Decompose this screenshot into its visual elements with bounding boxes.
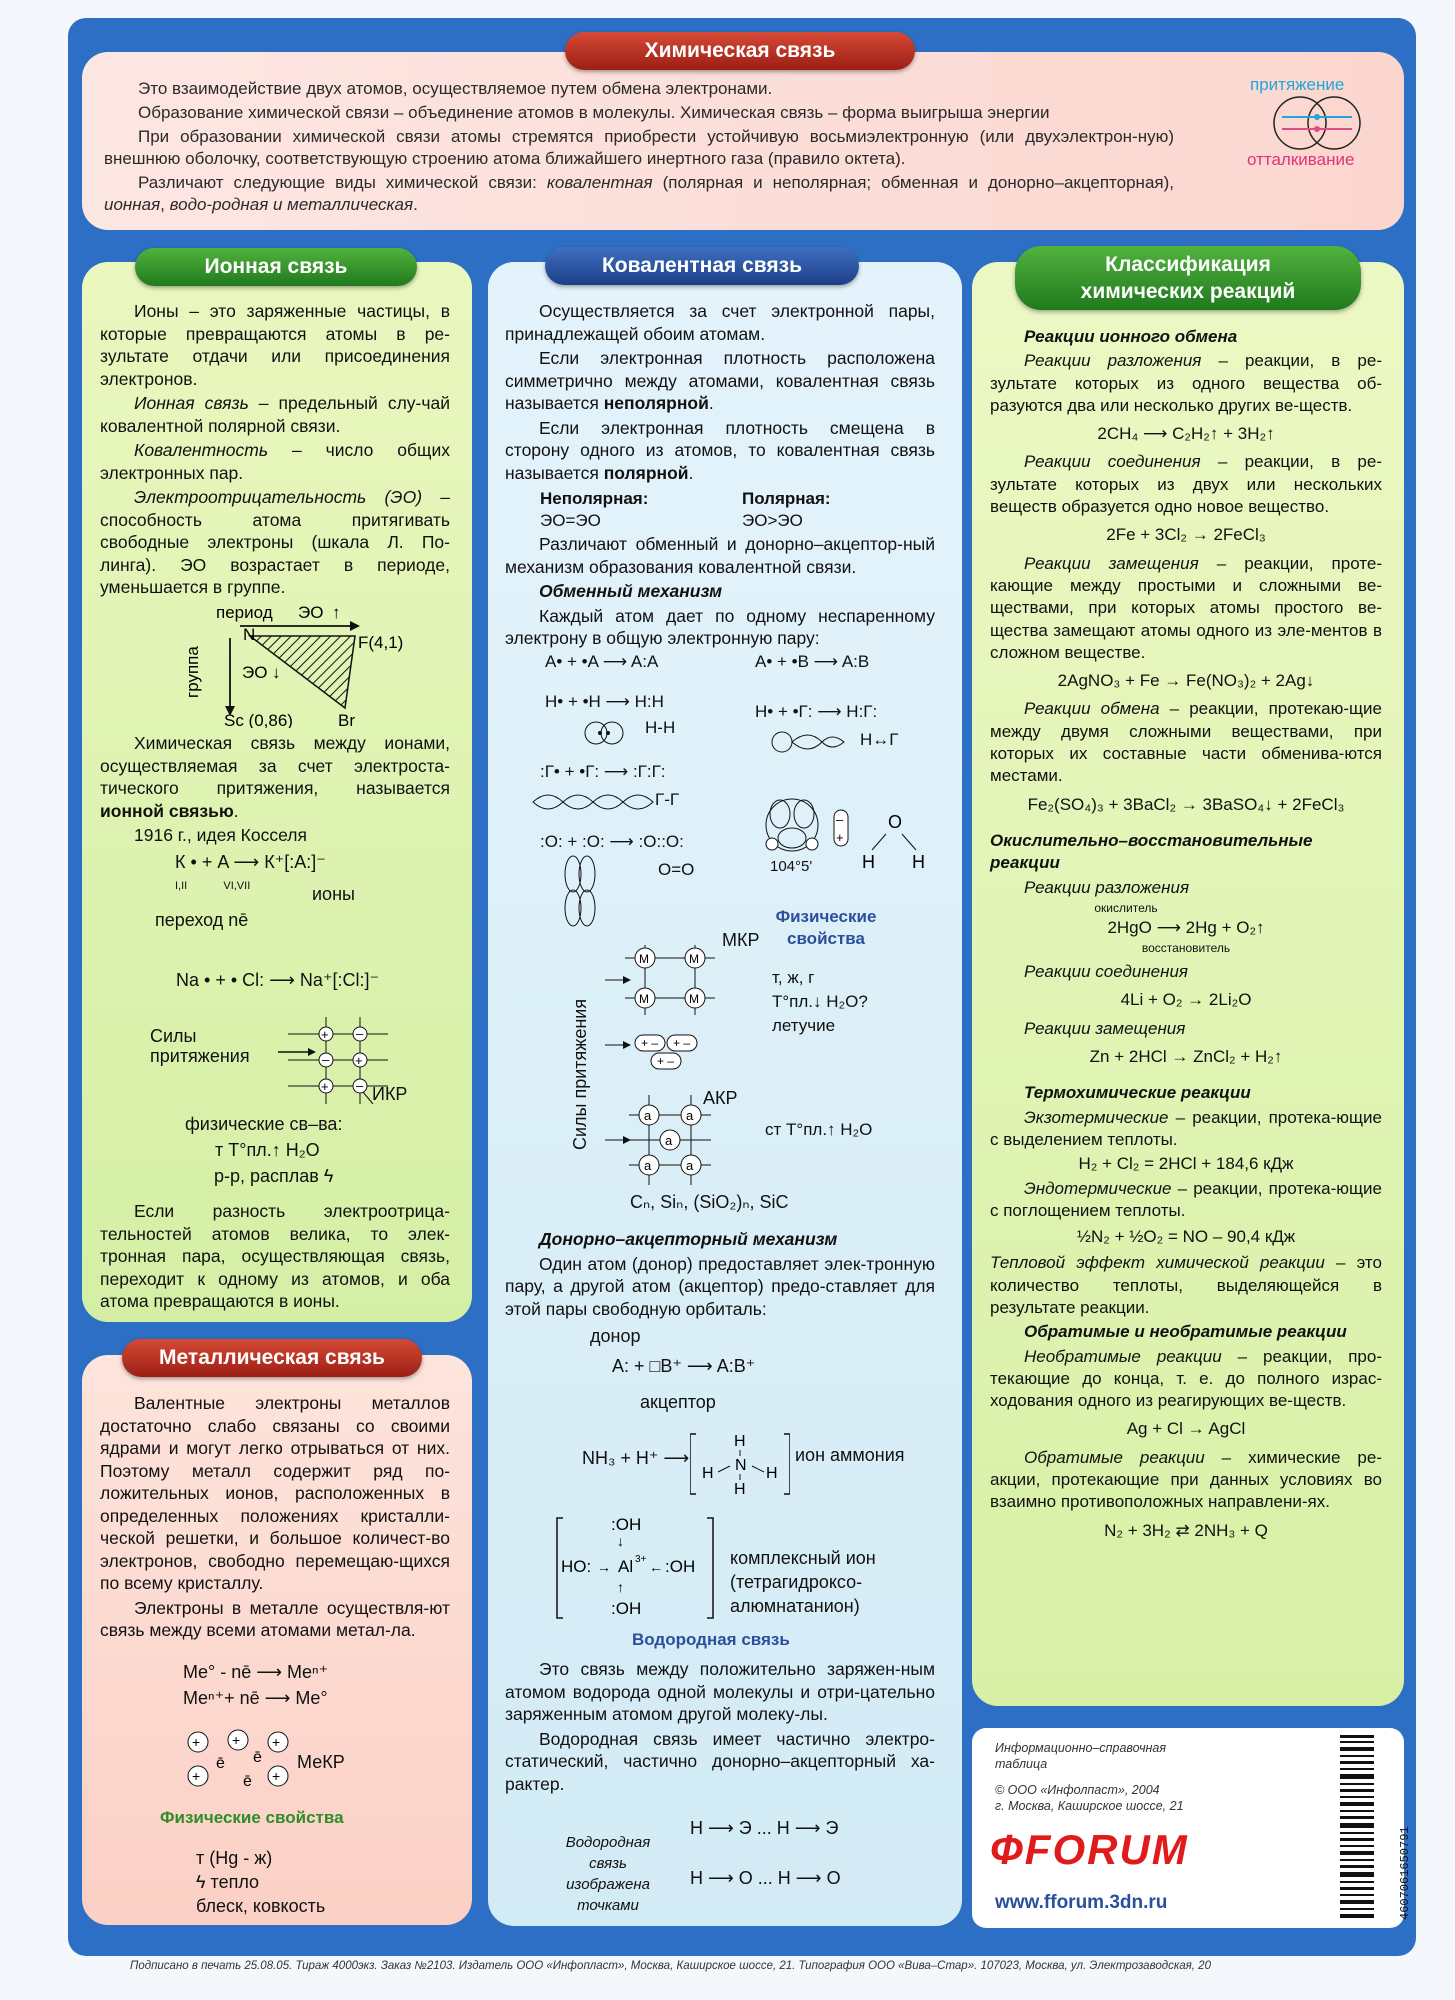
ikr-label: ИКР — [372, 1084, 408, 1104]
endo-eq: ½N₂ + ½O₂ = NO – 90,4 кДж — [1076, 1227, 1296, 1247]
pp-orbital-overlap — [528, 788, 658, 816]
svg-text:+: + — [355, 1053, 363, 1068]
akr-label: АКР — [703, 1088, 738, 1108]
publisher-line-2: таблица — [995, 1757, 1048, 1771]
subst-term: Реакции замещения — [1024, 553, 1199, 573]
ion-exchange-title: Реакции ионного обмена — [1024, 327, 1238, 346]
exo-def — [990, 1107, 1382, 1152]
classification-title — [1015, 246, 1361, 310]
diag-period: период — [216, 603, 273, 622]
redox-subst: Реакции замещения — [1024, 1018, 1186, 1038]
hbond-note: Водородная связь изображена точками — [565, 1834, 651, 1914]
svg-text:+: + — [232, 1732, 241, 1748]
covalent-p3 — [505, 417, 935, 485]
svg-text:+: + — [321, 1079, 329, 1094]
svg-text:+ –: + – — [657, 1054, 675, 1068]
covalent-text-2 — [505, 533, 935, 652]
irrev-term: Необратимые реакции — [1024, 1346, 1222, 1366]
kossel-a: A — [217, 852, 229, 872]
ionic-p2 — [100, 392, 450, 437]
intro-p2: Образование химической связи – объединение атомов в молекулы. Химическая связь – форма выигрыша энергии — [138, 103, 1050, 122]
exchange-eq-3b: H-H — [645, 718, 676, 737]
svg-text:–: – — [836, 812, 844, 827]
hbond-eq-1: H ⟶ Э ... H ⟶ Э — [690, 1818, 839, 1838]
covalent-title: Ковалентная связь — [545, 247, 859, 285]
heat-effect-def — [990, 1252, 1382, 1319]
ionic-p4-term: Электроотрицательность (ЭО) — [134, 487, 423, 507]
water-angle: 104°5' — [770, 858, 813, 875]
diag-eo-up: ЭО — [298, 603, 324, 622]
donor-acceptor-eq: A: + □B⁺ ⟶ A:B⁺ — [612, 1356, 756, 1376]
ionic-p3-def: – число общих электронных пар. — [100, 440, 450, 483]
covalent-p1: Осуществляется за счет электронной пары, принадлежащей обоим атомам. — [505, 301, 935, 344]
atomic-examples: Cₙ, Siₙ, (SiO₂)ₙ, SiC — [630, 1192, 789, 1212]
redox-decomp-eq: 2HgO ⟶ 2Hg + O₂↑ — [1107, 917, 1265, 937]
kossel-arrow: ⟶ — [233, 852, 260, 872]
exchange-eq-3: H• + •H ⟶ H:H — [545, 692, 664, 711]
ionic-p2-term: Ионная связь — [134, 393, 249, 413]
covalent-phys-2: Т°пл.↓ H₂O? — [772, 992, 868, 1011]
exchange-eq-6b: O=O — [658, 860, 695, 879]
metallic-title: Металлическая связь — [122, 1339, 422, 1377]
akr-properties: ст Т°пл.↑ H₂O — [765, 1120, 873, 1139]
covalent-p3-c: . — [688, 462, 694, 483]
sp-orbital-overlap — [760, 728, 850, 756]
ionic-text-3 — [100, 1200, 450, 1315]
publisher-line-4: г. Москва, Каширское шоссе, 21 — [995, 1799, 1184, 1813]
acceptor-label: акцептор — [640, 1392, 716, 1412]
publisher-url: www.fforum.3dn.ru — [995, 1892, 1168, 1913]
atom-overlap-icon — [1262, 95, 1372, 151]
metallic-eq-1: Me° - nē ⟶ Meⁿ⁺ — [183, 1662, 329, 1682]
metallic-eq-2: Meⁿ⁺+ nē ⟶ Me° — [183, 1688, 328, 1708]
svg-text:3+: 3+ — [635, 1554, 647, 1565]
svg-text:↑: ↑ — [617, 1579, 624, 1595]
metallic-p2: Электроны в металле осуществля-ют связь между всеми атомами метал-ла. — [100, 1597, 450, 1640]
svg-text:↓: ↓ — [617, 1533, 624, 1549]
svg-text:H: H — [766, 1465, 778, 1482]
diag-f: F(4,1) — [358, 633, 404, 652]
ionic-p4-def: – способность атома притягивать свободные электроны (шкала Л. По-линга). ЭО возрастает в периоде, уменьшается в группе. — [100, 487, 450, 597]
ammonia-eq: NH₃ + H⁺ ⟶ — [582, 1448, 690, 1468]
ionic-p1: Ионы – это заряженные частицы, в которые превращаются атомы в ре-зультате отдачи или присоединения электронов. — [100, 301, 450, 389]
svg-text:ē: ē — [216, 1755, 225, 1772]
s-orbital-overlap — [572, 720, 638, 746]
covalent-p2-a: Если электронная плотность расположена симметрично между атомами, ковалентная связь называется — [505, 348, 935, 413]
mkr-label: МКР — [722, 930, 760, 950]
redox-decomp: Реакции разложения — [1024, 877, 1190, 897]
irrev-text: – реакции, про-текающие до конца, т. е. до полного израс-ходования одного из реагирующих ве-ществ. — [990, 1346, 1382, 1411]
svg-text:+: + — [836, 830, 844, 845]
polar-label: Полярная: — [742, 489, 831, 508]
svg-text:a: a — [644, 1158, 652, 1173]
svg-text:ē: ē — [253, 1749, 262, 1766]
endo-text: – реакции, протека-ющие с поглощением теплоты. — [990, 1178, 1382, 1220]
covalent-phys-3: летучие — [772, 1016, 836, 1035]
covalent-p5: Каждый атом дает по одному неспаренному электрону в общую электронную пару: — [505, 605, 935, 648]
exchange-eq-4b: H↔Г — [860, 730, 899, 749]
barcode-number: 4607061650791 — [1398, 1826, 1412, 1920]
svg-text:+: + — [272, 1768, 281, 1784]
rev-text: – химические ре-акции, протекающие при данных условиях во взаимно противоположных направлени-ях. — [990, 1447, 1382, 1512]
svg-text:a: a — [644, 1108, 652, 1123]
svg-text:↓: ↓ — [272, 663, 281, 682]
publisher-info — [995, 1740, 1255, 1814]
hbond-eq-2: H ⟶ O ... H ⟶ O — [690, 1868, 841, 1888]
svg-text:H: H — [734, 1481, 746, 1498]
reversible-title: Обратимые и необратимые реакции — [1024, 1322, 1347, 1342]
donor-label: донор — [590, 1326, 641, 1346]
covalent-p3-a: Если электронная плотность смещена в сторону одного из атомов, то ковалентная связь называется — [505, 417, 935, 483]
svg-text:N: N — [735, 1457, 747, 1474]
svg-text:+: + — [321, 1027, 329, 1042]
exchange-eq-6: :O: + :O: ⟶ :O::O: — [540, 832, 684, 851]
svg-text:a: a — [686, 1108, 694, 1123]
metallic-phys-3: блеск, ковкость — [196, 1896, 326, 1916]
classification-title-1: Классификация — [1105, 253, 1271, 276]
svg-text::OH: :OH — [611, 1515, 642, 1534]
classification-text — [990, 326, 1382, 1548]
classification-title-2: химических реакций — [1080, 280, 1296, 303]
electronegativity-diagram — [180, 598, 440, 728]
intro-p4 — [104, 172, 1174, 216]
endo-def — [990, 1178, 1382, 1223]
publisher-line-3: © ООО «Инфолпаст», 2004 — [995, 1783, 1160, 1797]
redox-combo-eq: 4Li + O₂ → 2Li₂O — [1120, 990, 1252, 1010]
covalent-forces-label: Силы притяжения — [570, 998, 590, 1150]
combo-term: Реакции соединения — [1024, 452, 1201, 472]
endo-term: Эндотермические — [1024, 1178, 1172, 1198]
kossel-k: К • — [175, 852, 197, 872]
exchange-eq-1: A• + •A ⟶ A:A — [545, 652, 659, 671]
ionic-p6: Если разность электроотрица-тельностей атомов велика, то элек-тронная пара, осуществляющая связь, переходит к одному из атомов, и оба атома превращаются в ионы. — [100, 1201, 450, 1311]
metallic-phys-2: ϟ тепло — [196, 1872, 260, 1892]
covalent-p2 — [505, 347, 935, 415]
svg-text:+: + — [272, 1734, 281, 1750]
svg-text:a: a — [686, 1158, 694, 1173]
svg-text:Al: Al — [618, 1557, 634, 1576]
svg-text:+: + — [192, 1734, 201, 1750]
diag-eo-down: ЭО — [242, 663, 268, 682]
ionic-text-1 — [100, 300, 450, 601]
ionic-phys-title: физические св–ва: — [185, 1114, 343, 1134]
ammonium-structure — [690, 1428, 790, 1500]
kossel-plus: + — [201, 852, 213, 872]
covalent-text-4 — [505, 1658, 935, 1797]
ionic-p3 — [100, 439, 450, 484]
ionic-p5-c: . — [233, 800, 239, 821]
pi-bond-icon — [555, 852, 605, 930]
exch-def — [990, 698, 1382, 787]
kossel-ions: ионы — [312, 884, 355, 904]
subst-def — [990, 553, 1382, 664]
decomp-eq: 2CH₄ ⟶ C₂H₂↑ + 3H₂↑ — [1097, 424, 1275, 444]
hbond-title: Водородная связь — [632, 1630, 790, 1649]
nonpolar-eq: ЭО=ЭО — [540, 511, 601, 530]
ionic-title: Ионная связь — [135, 248, 417, 286]
svg-text:H: H — [912, 852, 925, 872]
svg-text:M: M — [639, 992, 649, 1006]
svg-text:→: → — [597, 1559, 611, 1575]
combo-eq: 2Fe + 3Cl₂ → 2FeCl₃ — [1106, 525, 1266, 545]
svg-text:–: – — [322, 1052, 330, 1067]
exch-term: Реакции обмена — [1024, 699, 1160, 719]
barcode-icon — [1340, 1735, 1392, 1921]
svg-text:H: H — [862, 852, 875, 872]
intro-p4-d: ионная — [104, 195, 161, 214]
repulsion-label: отталкивание — [1247, 150, 1355, 169]
ionic-p5 — [100, 732, 450, 822]
intro-p4-f: водо-родная и металлическая — [169, 195, 414, 214]
heat-effect-term: Тепловой эффект химической реакции — [990, 1253, 1325, 1273]
rev-eq: N₂ + 3H₂ ⇄ 2NH₃ + Q — [1104, 1520, 1268, 1540]
svg-text:–: – — [356, 1078, 364, 1093]
svg-text:+ –: + – — [641, 1036, 659, 1050]
svg-text:M: M — [689, 992, 699, 1006]
svg-text:M: M — [639, 952, 649, 966]
covalent-text-3 — [505, 1228, 935, 1322]
svg-text:–: – — [356, 1026, 364, 1041]
subst-text: – реакции, проте-кающие между простыми и сложными ве-ществами, при которых атомы простого ве-щества замещают атомы одного из эле-ментов в сложном веществе. — [990, 553, 1382, 662]
svg-text:HO:: HO: — [561, 1557, 592, 1576]
svg-text::OH: :OH — [611, 1599, 642, 1618]
intro-p4-b: ковалентная — [546, 173, 653, 192]
intro-p1: Это взаимодействие двух атомов, осуществляемое путем обмена электронами. — [138, 79, 773, 98]
ionic-p4 — [100, 486, 450, 599]
ionic-p3-term: Ковалентность — [134, 440, 269, 460]
ionic-forces-label: Силы притяжения — [150, 1026, 250, 1066]
kossel-note: 1916 г., идея Косселя — [134, 825, 307, 845]
irrev-eq: Ag + Cl → AgCl — [1126, 1419, 1246, 1439]
svg-text:+ –: + – — [673, 1036, 691, 1050]
ionic-p5-a: Химическая связь между ионами, осуществляемая за счет электроста-тического притяжения, называется — [100, 733, 450, 798]
mekr-label: МеКР — [297, 1752, 345, 1772]
svg-text:O: O — [888, 812, 903, 832]
exch-text: – реакции, протекаю-щие между двумя сложными веществами, при которых их составные части обменива-ются местами. — [990, 699, 1382, 786]
publisher-line-1: Информационно–справочная — [995, 1741, 1167, 1755]
molecular-lattice — [605, 940, 725, 1070]
intro-text — [104, 78, 1174, 218]
kossel-transfer: переход nē — [155, 910, 249, 930]
intro-p4-g: . — [413, 195, 418, 214]
svg-text:←: ← — [649, 1559, 663, 1575]
ammonium-label: ион аммония — [795, 1445, 905, 1465]
donor-title: Донорно–акцепторный механизм — [539, 1229, 838, 1249]
kossel-groups — [175, 880, 250, 892]
exchange-eq-5b: Г-Г — [655, 790, 680, 809]
metallic-text — [100, 1392, 450, 1644]
svg-text:a: a — [665, 1133, 673, 1148]
exch-eq: Fe₂(SO₄)₃ + 3BaCl₂ → 3BaSO₄↓ + 2FeCl₃ — [1027, 794, 1345, 814]
diag-n: N — [243, 625, 256, 644]
metallic-phys-title: Физические свойства — [160, 1808, 344, 1827]
exchange-title: Обменный механизм — [539, 581, 723, 601]
covalent-p3-term: полярной — [603, 462, 689, 483]
covalent-phys-1: т, ж, г — [772, 968, 815, 987]
covalent-phys-title: Физические свойства — [775, 907, 877, 948]
oxidizer-label: окислитель — [1094, 900, 1158, 915]
redox-subst-eq: Zn + 2HCl → ZnCl₂ + H₂↑ — [1089, 1047, 1283, 1067]
heat-effect-text: – это количество теплоты, выделяющейся в результате реакции. — [990, 1253, 1382, 1317]
ionic-phys-1: т Т°пл.↑ H₂O — [215, 1140, 320, 1160]
metallic-phys-1: т (Hg - ж) — [196, 1848, 273, 1868]
forum-logo: ФFORUM — [990, 1826, 1189, 1873]
covalent-p6: Один атом (донор) предоставляет элек-тронную пару, а другой атом (акцептор) предо-ставляет для этой пары свободную орбиталь: — [505, 1253, 935, 1319]
kossel-group-2: VI,VII — [223, 880, 251, 892]
diag-br: Br — [338, 711, 355, 728]
metallic-lattice — [183, 1728, 293, 1790]
exchange-eq-4: H• + •Г: ⟶ H:Г: — [755, 702, 878, 721]
attraction-label: притяжение — [1250, 75, 1345, 94]
svg-text:ē: ē — [243, 1773, 252, 1790]
svg-text:↑: ↑ — [332, 603, 341, 622]
decomp-def — [990, 350, 1382, 417]
covalent-p2-term: неполярной — [603, 393, 709, 413]
svg-text::OH: :OH — [665, 1557, 696, 1576]
diag-sc: Sc (0,86) — [224, 711, 293, 728]
aluminate-structure — [555, 1512, 715, 1624]
exo-term: Экзотермические — [1024, 1107, 1169, 1127]
rev-term: Обратимые реакции — [1024, 1447, 1205, 1467]
exchange-eq-2: A• + •B ⟶ A:B — [755, 652, 870, 671]
covalent-p8: Водородная связь имеет частично электро-статический, частично донорно–акцепторный ха-рактер. — [505, 1728, 935, 1794]
svg-text:H: H — [734, 1433, 746, 1450]
ionic-p2-def: – предельный слу-чай ковалентной полярной связи. — [100, 393, 451, 436]
thermo-title: Термохимические реакции — [1024, 1083, 1251, 1103]
ionic-phys-2: р-р, расплав ϟ — [214, 1166, 334, 1186]
exo-eq: H₂ + Cl₂ = 2HCl + 184,6 кДж — [1078, 1154, 1294, 1174]
intro-p3: При образовании химической связи атомы стремятся приобрести устойчивую восьмиэлектронную (или двухэлектрон-ную) внешнюю оболочку, соответствующую строению атома ближайшего инертного газа (правило октета). — [104, 127, 1174, 168]
print-footer: Подписано в печать 25.08.05. Тираж 4000экз. Заказ №2103. Издатель ООО «Инфопласт», Москва, Каширское шоссе, 21. Типография ООО «Вива–Стар». 107023, Москва, ул. Электрозаводская, 20 — [130, 1960, 1211, 1972]
irrev-def — [990, 1346, 1382, 1413]
svg-text:+: + — [192, 1768, 201, 1784]
redox-combo: Реакции соединения — [1024, 962, 1189, 982]
decomp-term: Реакции разложения — [1024, 351, 1202, 371]
svg-text:M: M — [689, 952, 699, 966]
kossel-group-1: I,II — [175, 880, 188, 892]
exchange-eq-5: :Г• + •Г: ⟶ :Г:Г: — [540, 762, 666, 781]
redox-title: Окислительно–восстановительные реакции — [990, 830, 1313, 873]
exo-text: – реакции, протека-ющие с выделением теплоты. — [990, 1107, 1382, 1149]
reducer-label: восстановитель — [1141, 941, 1231, 956]
main-title: Химическая связь — [565, 32, 915, 70]
nonpolar-label: Неполярная: — [540, 489, 649, 508]
rev-def — [990, 1447, 1382, 1514]
nacl-scheme: Na • + • Cl: ⟶ Na⁺[:Cl:]⁻ — [176, 970, 379, 990]
covalent-text-1 — [505, 300, 935, 486]
subst-eq: 2AgNO₃ + Fe → Fe(NO₃)₂ + 2Ag↓ — [1057, 671, 1315, 691]
intro-p4-a: Различают следующие виды химической связи: — [138, 173, 547, 192]
metallic-p1: Валентные электроны металлов достаточно слабо связаны со своими ядрами и могут легко отрываться от них. Поэтому металл содержит ряд по-ложительных ионов, расположенных в определенных положениях кристалли-ческой решетки, и большое количест-во электронов, свободно перемещаю-щихся по всему кристаллу. — [100, 1393, 450, 1593]
ionic-text-2 — [100, 732, 450, 849]
polar-eq: ЭО>ЭО — [742, 511, 803, 530]
combo-text: – реакции, в ре-зультате которых из двух или нескольких веществ образуется одно новое вещество. — [990, 452, 1383, 517]
covalent-p4: Различают обменный и донорно–акцептор-ный механизм образования ковалентной связи. — [505, 534, 935, 577]
diag-group: группа — [183, 646, 202, 698]
combo-def — [990, 451, 1382, 518]
covalent-p2-c: . — [708, 393, 714, 413]
svg-text:H: H — [702, 1465, 714, 1482]
intro-p4-c: (полярная и неполярная; обменная и донорно–акцепторная), — [652, 173, 1174, 192]
ionic-p5-term: ионной связью — [100, 800, 234, 821]
kossel-scheme — [175, 852, 326, 873]
covalent-p7: Это связь между положительно заряжен-ным атомом водорода одной молекулы и отри-цательно заряженным атомом другой молеку-лы. — [505, 1659, 935, 1724]
intro-p4-e: , — [160, 195, 170, 214]
kossel-result: К⁺[:A:]⁻ — [264, 852, 326, 872]
decomp-text: – реакции, в ре-зультате которых из одного вещества об-разуются два или несколько других ве-ществ. — [990, 351, 1382, 415]
complex-ion-label: комплексный ион (тетрагидроксо-алюмнатанион) — [730, 1548, 876, 1616]
